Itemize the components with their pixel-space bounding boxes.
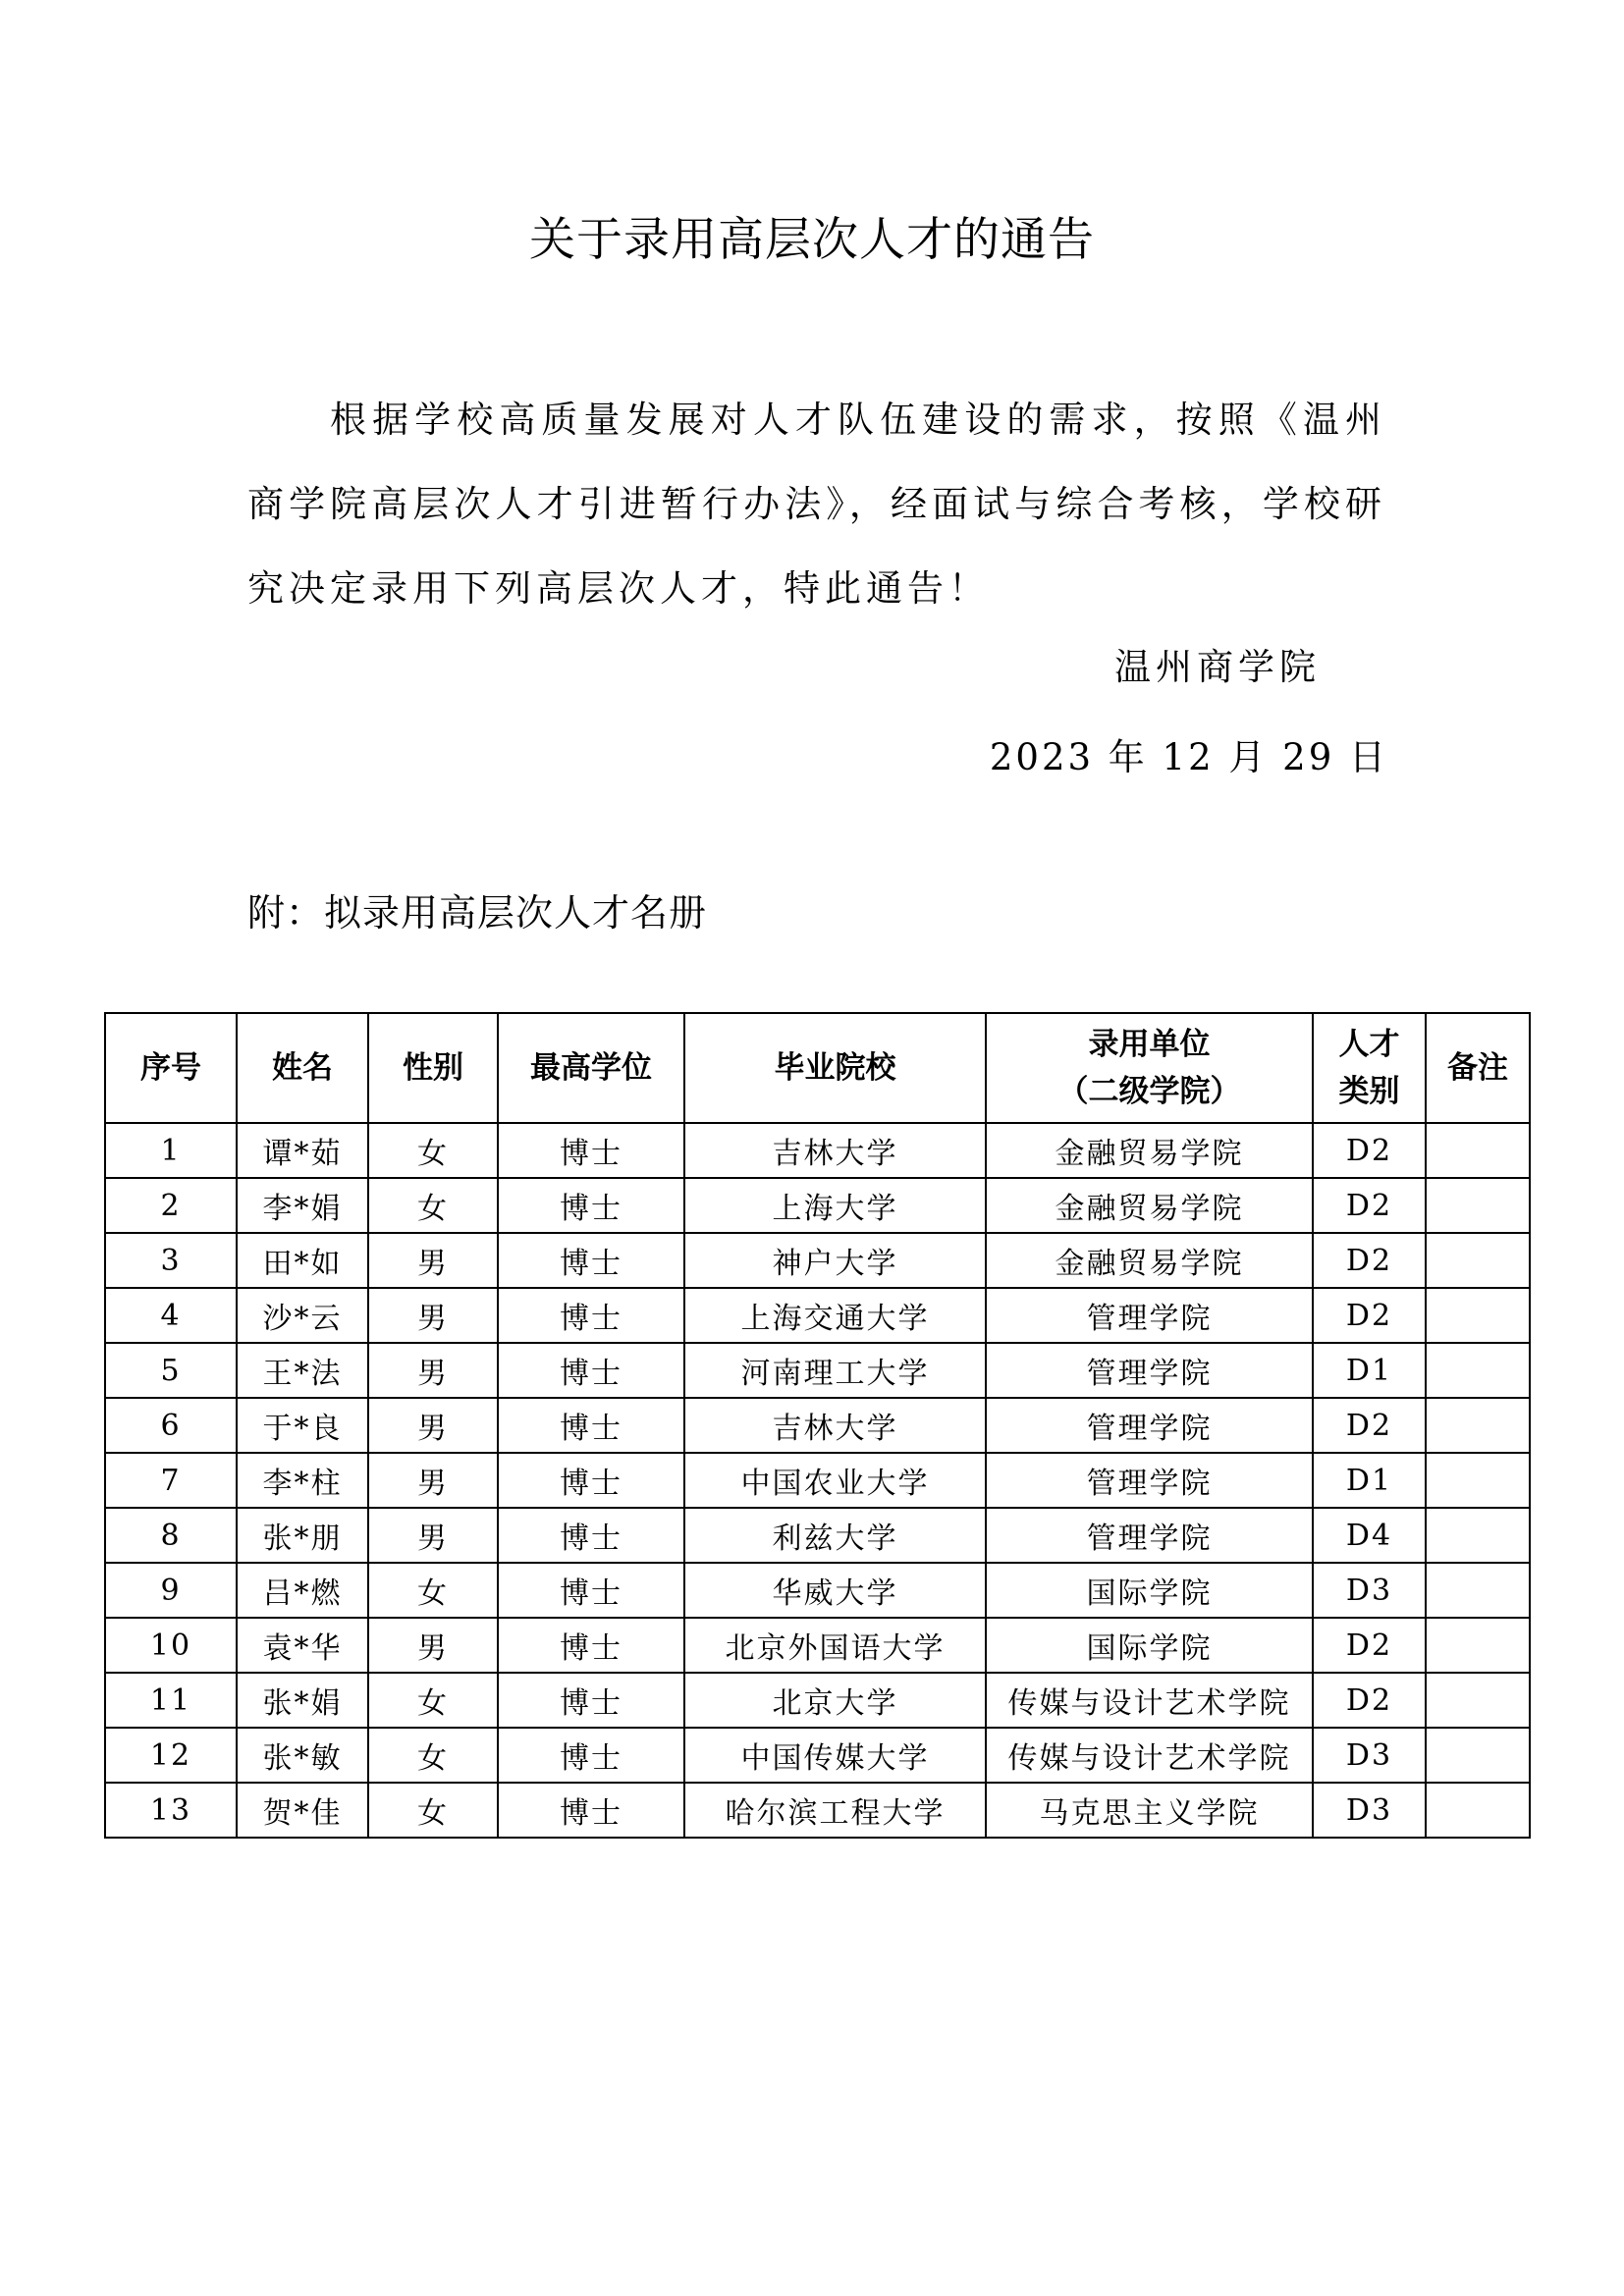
cell-school: 神户大学 bbox=[684, 1233, 986, 1288]
cell-degree: 博士 bbox=[498, 1508, 684, 1563]
cell-name: 张*敏 bbox=[237, 1728, 368, 1783]
header-unit-line1: 录用单位 bbox=[1088, 1027, 1211, 1062]
cell-gender: 男 bbox=[368, 1508, 498, 1563]
cell-seq: 4 bbox=[105, 1288, 237, 1343]
cell-school: 北京外国语大学 bbox=[684, 1618, 986, 1673]
table-row bbox=[105, 1398, 1530, 1453]
cell-degree: 博士 bbox=[498, 1728, 684, 1783]
cell-school: 上海交通大学 bbox=[684, 1288, 986, 1343]
cell-category: D2 bbox=[1313, 1673, 1426, 1728]
cell-seq: 10 bbox=[105, 1618, 237, 1673]
cell-seq: 2 bbox=[105, 1178, 237, 1233]
table-row bbox=[105, 1673, 1530, 1728]
cell-category: D1 bbox=[1313, 1343, 1426, 1398]
table-header-row bbox=[105, 1013, 1530, 1123]
cell-school: 北京大学 bbox=[684, 1673, 986, 1728]
table-row bbox=[105, 1783, 1530, 1838]
cell-unit: 马克思主义学院 bbox=[986, 1783, 1313, 1838]
cell-name: 谭*茹 bbox=[237, 1123, 368, 1178]
table-body bbox=[105, 1123, 1530, 1838]
cell-school: 中国传媒大学 bbox=[684, 1728, 986, 1783]
cell-school: 哈尔滨工程大学 bbox=[684, 1783, 986, 1838]
cell-category: D2 bbox=[1313, 1233, 1426, 1288]
cell-degree: 博士 bbox=[498, 1398, 684, 1453]
cell-unit: 管理学院 bbox=[986, 1398, 1313, 1453]
cell-remarks bbox=[1426, 1453, 1530, 1508]
cell-degree: 博士 bbox=[498, 1673, 684, 1728]
cell-unit: 传媒与设计艺术学院 bbox=[986, 1673, 1313, 1728]
header-category-line2: 类别 bbox=[1338, 1074, 1400, 1109]
header-school bbox=[684, 1013, 986, 1123]
cell-degree: 博士 bbox=[498, 1618, 684, 1673]
cell-category: D3 bbox=[1313, 1728, 1426, 1783]
cell-remarks bbox=[1426, 1673, 1530, 1728]
cell-seq: 5 bbox=[105, 1343, 237, 1398]
header-remarks-label: 备注 bbox=[1447, 1050, 1508, 1086]
cell-remarks bbox=[1426, 1618, 1530, 1673]
cell-name: 王*法 bbox=[237, 1343, 368, 1398]
cell-seq: 6 bbox=[105, 1398, 237, 1453]
cell-degree: 博士 bbox=[498, 1288, 684, 1343]
cell-unit: 国际学院 bbox=[986, 1618, 1313, 1673]
cell-category: D3 bbox=[1313, 1783, 1426, 1838]
header-seq-label: 序号 bbox=[140, 1050, 201, 1086]
cell-gender: 男 bbox=[368, 1288, 498, 1343]
cell-remarks bbox=[1426, 1343, 1530, 1398]
talent-roster-table bbox=[104, 1012, 1531, 1839]
cell-seq: 9 bbox=[105, 1563, 237, 1618]
cell-degree: 博士 bbox=[498, 1783, 684, 1838]
cell-unit: 传媒与设计艺术学院 bbox=[986, 1728, 1313, 1783]
header-gender bbox=[368, 1013, 498, 1123]
header-degree bbox=[498, 1013, 684, 1123]
cell-seq: 11 bbox=[105, 1673, 237, 1728]
cell-gender: 男 bbox=[368, 1398, 498, 1453]
header-category bbox=[1313, 1013, 1426, 1123]
cell-remarks bbox=[1426, 1508, 1530, 1563]
cell-name: 李*柱 bbox=[237, 1453, 368, 1508]
table-row bbox=[105, 1728, 1530, 1783]
table-row bbox=[105, 1453, 1530, 1508]
cell-school: 吉林大学 bbox=[684, 1123, 986, 1178]
notice-paragraph: 根据学校高质量发展对人才队伍建设的需求，按照《温州商学院高层次人才引进暂行办法》，经面试与综合考核，学校研究决定录用下列高层次人才，特此通告！ bbox=[247, 399, 1386, 610]
cell-remarks bbox=[1426, 1123, 1530, 1178]
cell-degree: 博士 bbox=[498, 1453, 684, 1508]
cell-remarks bbox=[1426, 1398, 1530, 1453]
cell-gender: 男 bbox=[368, 1618, 498, 1673]
header-seq bbox=[105, 1013, 237, 1123]
cell-remarks bbox=[1426, 1563, 1530, 1618]
cell-name: 张*娟 bbox=[237, 1673, 368, 1728]
cell-seq: 1 bbox=[105, 1123, 237, 1178]
cell-name: 田*如 bbox=[237, 1233, 368, 1288]
header-name bbox=[237, 1013, 368, 1123]
table-row bbox=[105, 1508, 1530, 1563]
cell-gender: 女 bbox=[368, 1728, 498, 1783]
cell-gender: 女 bbox=[368, 1783, 498, 1838]
header-degree-label: 最高学位 bbox=[530, 1050, 652, 1086]
table-row bbox=[105, 1563, 1530, 1618]
cell-degree: 博士 bbox=[498, 1343, 684, 1398]
cell-gender: 女 bbox=[368, 1563, 498, 1618]
cell-school: 中国农业大学 bbox=[684, 1453, 986, 1508]
notice-date: 2023 年 12 月 29 日 bbox=[989, 736, 1388, 778]
cell-school: 华威大学 bbox=[684, 1563, 986, 1618]
table-row bbox=[105, 1123, 1530, 1178]
header-unit-line2: （二级学院） bbox=[1057, 1074, 1241, 1109]
cell-name: 于*良 bbox=[237, 1398, 368, 1453]
cell-school: 河南理工大学 bbox=[684, 1343, 986, 1398]
cell-gender: 女 bbox=[368, 1178, 498, 1233]
cell-seq: 7 bbox=[105, 1453, 237, 1508]
cell-school: 上海大学 bbox=[684, 1178, 986, 1233]
header-unit bbox=[986, 1013, 1313, 1123]
header-school-label: 毕业院校 bbox=[774, 1050, 896, 1086]
table-row bbox=[105, 1288, 1530, 1343]
header-gender-label: 性别 bbox=[403, 1050, 463, 1086]
cell-unit: 管理学院 bbox=[986, 1508, 1313, 1563]
cell-category: D2 bbox=[1313, 1123, 1426, 1178]
notice-signer: 温州商学院 bbox=[1114, 646, 1321, 688]
cell-name: 沙*云 bbox=[237, 1288, 368, 1343]
cell-category: D1 bbox=[1313, 1453, 1426, 1508]
cell-category: D2 bbox=[1313, 1288, 1426, 1343]
cell-unit: 管理学院 bbox=[986, 1453, 1313, 1508]
cell-remarks bbox=[1426, 1728, 1530, 1783]
cell-degree: 博士 bbox=[498, 1233, 684, 1288]
cell-name: 贺*佳 bbox=[237, 1783, 368, 1838]
cell-category: D2 bbox=[1313, 1178, 1426, 1233]
table-row bbox=[105, 1618, 1530, 1673]
cell-name: 吕*燃 bbox=[237, 1563, 368, 1618]
cell-name: 袁*华 bbox=[237, 1618, 368, 1673]
notice-title: 关于录用高层次人才的通告 bbox=[529, 213, 1095, 267]
cell-degree: 博士 bbox=[498, 1123, 684, 1178]
cell-remarks bbox=[1426, 1178, 1530, 1233]
cell-category: D3 bbox=[1313, 1563, 1426, 1618]
cell-name: 张*朋 bbox=[237, 1508, 368, 1563]
cell-name: 李*娟 bbox=[237, 1178, 368, 1233]
table-row bbox=[105, 1178, 1530, 1233]
cell-remarks bbox=[1426, 1783, 1530, 1838]
cell-degree: 博士 bbox=[498, 1178, 684, 1233]
cell-remarks bbox=[1426, 1288, 1530, 1343]
cell-gender: 男 bbox=[368, 1453, 498, 1508]
table-row bbox=[105, 1343, 1530, 1398]
cell-remarks bbox=[1426, 1233, 1530, 1288]
cell-seq: 8 bbox=[105, 1508, 237, 1563]
cell-gender: 男 bbox=[368, 1233, 498, 1288]
cell-unit: 金融贸易学院 bbox=[986, 1178, 1313, 1233]
cell-unit: 管理学院 bbox=[986, 1288, 1313, 1343]
cell-degree: 博士 bbox=[498, 1563, 684, 1618]
cell-seq: 12 bbox=[105, 1728, 237, 1783]
cell-unit: 金融贸易学院 bbox=[986, 1123, 1313, 1178]
cell-unit: 国际学院 bbox=[986, 1563, 1313, 1618]
appendix-heading: 附：拟录用高层次人才名册 bbox=[247, 891, 708, 934]
header-category-line1: 人才 bbox=[1338, 1027, 1400, 1062]
cell-gender: 男 bbox=[368, 1343, 498, 1398]
header-remarks bbox=[1426, 1013, 1530, 1123]
cell-school: 吉林大学 bbox=[684, 1398, 986, 1453]
cell-gender: 女 bbox=[368, 1123, 498, 1178]
cell-category: D4 bbox=[1313, 1508, 1426, 1563]
cell-seq: 3 bbox=[105, 1233, 237, 1288]
cell-gender: 女 bbox=[368, 1673, 498, 1728]
header-name-label: 姓名 bbox=[272, 1050, 333, 1086]
cell-unit: 管理学院 bbox=[986, 1343, 1313, 1398]
cell-school: 利兹大学 bbox=[684, 1508, 986, 1563]
cell-seq: 13 bbox=[105, 1783, 237, 1838]
cell-category: D2 bbox=[1313, 1398, 1426, 1453]
cell-category: D2 bbox=[1313, 1618, 1426, 1673]
table-row bbox=[105, 1233, 1530, 1288]
cell-unit: 金融贸易学院 bbox=[986, 1233, 1313, 1288]
